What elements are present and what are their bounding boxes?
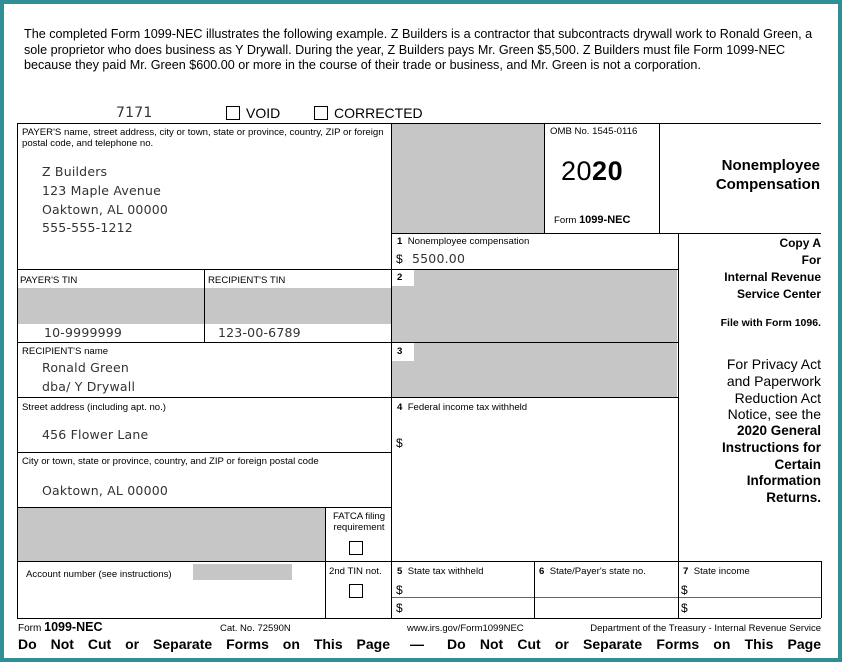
box7-dollar-2: $	[681, 601, 688, 615]
box1-label-text: Nonemployee compensation	[407, 236, 530, 247]
payer-street: 123 Maple Avenue	[42, 183, 161, 198]
grid-line-dotted	[392, 597, 821, 598]
grid-line	[544, 123, 545, 234]
box5-dollar-1: $	[396, 583, 403, 597]
grid-line	[17, 123, 18, 618]
box1-label	[397, 236, 529, 247]
footer-warning-right: Do Not Cut or Separate Forms on This Page	[447, 636, 821, 652]
box1-number: 1	[397, 236, 403, 247]
street-label: Street address (including apt. no.)	[22, 402, 166, 413]
box7-dollar-1: $	[681, 583, 688, 597]
box2-shade-left	[392, 286, 414, 342]
recipient-tin-label: RECIPIENT'S TIN	[208, 275, 286, 286]
payer-label: PAYER'S name, street address, city or town, state or province, country, ZIP or foreign postal code, and telephone no.	[22, 127, 384, 149]
form-title	[664, 156, 820, 194]
payer-tin-value[interactable]: 10-9999999	[44, 325, 123, 340]
grid-line	[204, 269, 205, 342]
box4-number: 4	[397, 402, 403, 413]
city-value[interactable]: Oaktown, AL 00000	[42, 483, 169, 498]
box3-shade-left	[392, 361, 414, 397]
footer-cat-no: Cat. No. 72590N	[220, 623, 291, 634]
privacy-line: and Paperwork	[726, 372, 821, 389]
recipient-tin-value[interactable]: 123-00-6789	[218, 325, 301, 340]
grid-line	[17, 269, 678, 270]
footer-form-id	[18, 620, 103, 634]
box6-number: 6	[539, 566, 545, 577]
grid-line	[17, 342, 678, 343]
box6-label	[539, 566, 646, 577]
copy-a-block	[684, 235, 821, 303]
payer-tin-label: PAYER'S TIN	[20, 275, 78, 286]
grid-line	[17, 452, 392, 453]
void-checkbox[interactable]	[226, 106, 240, 120]
omb-form-word: Form	[554, 215, 577, 226]
payer-phone: 555-555-1212	[42, 220, 133, 235]
omb-number: OMB No. 1545-0116	[550, 126, 638, 137]
box2-shade	[414, 269, 677, 342]
corrected-checkbox[interactable]	[314, 106, 328, 120]
copy-a-service-center: Service Center	[736, 287, 821, 301]
fatca-label-line2: requirement	[333, 522, 385, 533]
file-with-note: File with Form 1096.	[720, 317, 821, 329]
box2-number: 2	[397, 272, 403, 283]
tax-year	[561, 156, 623, 187]
box4-label-text: Federal income tax withheld	[407, 402, 528, 413]
account-label: Account number (see instructions)	[26, 569, 172, 580]
box1-value[interactable]: 5500.00	[412, 251, 466, 266]
privacy-notice	[684, 356, 821, 423]
privacy-line: Reduction Act	[734, 389, 821, 406]
box7-label-text: State income	[693, 566, 750, 577]
form-title-line2: Compensation	[715, 176, 820, 193]
recipient-dba[interactable]: dba/ Y Drywall	[42, 379, 136, 394]
box3-number: 3	[397, 346, 403, 357]
grid-line	[678, 233, 679, 618]
grid-line	[17, 123, 821, 124]
recipient-label: RECIPIENT'S name	[22, 346, 109, 357]
box6-label-text: State/Payer's state no.	[549, 566, 646, 577]
grid-line	[17, 561, 821, 562]
shaded-area-top	[392, 124, 544, 233]
grid-line	[659, 123, 660, 234]
box5-label-text: State tax withheld	[407, 566, 484, 577]
payer-city: Oaktown, AL 00000	[42, 202, 169, 217]
copy-a-for: For	[801, 253, 821, 267]
grid-line	[534, 561, 535, 618]
instructions-line: Returns.	[766, 490, 821, 506]
form-title-line1: Nonemployee	[721, 157, 820, 174]
box5-label	[397, 566, 483, 577]
tax-year-suffix: 20	[592, 156, 624, 186]
footer-department: Department of the Treasury - Internal Revenue Service	[590, 623, 821, 634]
fatca-label	[327, 511, 391, 533]
tin2-label: 2nd TIN not.	[329, 566, 382, 577]
fatca-label-line1: FATCA filing	[332, 511, 386, 522]
instructions-reference	[684, 423, 821, 507]
footer-form-name: 1099-NEC	[44, 620, 103, 634]
footer-url: www.irs.gov/Form1099NEC	[407, 623, 524, 634]
footer-warning-left: Do Not Cut or Separate Forms on This Page	[18, 636, 390, 652]
grid-line	[391, 233, 821, 234]
recipient-name[interactable]: Ronald Green	[42, 360, 129, 375]
corrected-label: CORRECTED	[334, 105, 423, 121]
privacy-line: For Privacy Act	[726, 356, 821, 372]
tin2-checkbox[interactable]	[349, 584, 363, 598]
tax-year-prefix: 20	[561, 156, 593, 186]
copy-a-irs: Internal Revenue	[724, 270, 821, 284]
omb-form-label	[554, 215, 630, 226]
form-code: 7171	[116, 105, 153, 121]
box1-dollar: $	[396, 252, 403, 266]
box4-label	[397, 402, 527, 413]
instructions-line: Information	[746, 473, 821, 489]
fatca-checkbox[interactable]	[349, 541, 363, 555]
payer-name: Z Builders	[42, 164, 108, 179]
omb-form-name: 1099-NEC	[579, 214, 631, 226]
intro-paragraph: The completed Form 1099-NEC illustrates the following example. Z Builders is a contractor that subcontracts drywall work to Ronald Green, a sole proprietor who does business as Y Drywall. During the year, Z Builders pays Mr. Green $5,500. Z Builders must file Form 1099-NEC because they paid Mr. Green $600.00 or more in the course of their trade or business, and Mr. Green is not a corporation.	[24, 27, 813, 73]
grid-line	[391, 123, 392, 618]
instructions-line: Instructions for	[721, 439, 821, 455]
grid-line	[17, 618, 821, 619]
grid-line	[17, 397, 678, 398]
box7-label	[683, 566, 750, 577]
instructions-line: 2020 General	[736, 423, 821, 438]
grid-line	[821, 561, 822, 618]
box7-number: 7	[683, 566, 689, 577]
box5-number: 5	[397, 566, 403, 577]
copy-a-title: Copy A	[779, 236, 821, 250]
street-value[interactable]: 456 Flower Lane	[42, 427, 149, 442]
footer-form-word: Form	[18, 623, 42, 634]
recipient-tin-shade	[205, 288, 391, 324]
account-shade	[193, 564, 292, 580]
grid-line	[325, 507, 326, 618]
form-page	[4, 4, 838, 658]
void-label: VOID	[246, 105, 281, 121]
box4-dollar: $	[396, 436, 403, 450]
fatca-left-shade	[18, 508, 325, 561]
grid-line	[17, 507, 392, 508]
footer-dash: —	[410, 636, 424, 652]
instructions-line: Certain	[774, 456, 821, 472]
city-label: City or town, state or province, country, and ZIP or foreign postal code	[22, 456, 319, 467]
box3-shade	[414, 343, 677, 397]
box5-dollar-2: $	[396, 601, 403, 615]
privacy-line: Notice, see the	[727, 406, 821, 423]
payer-tin-shade	[18, 288, 204, 324]
